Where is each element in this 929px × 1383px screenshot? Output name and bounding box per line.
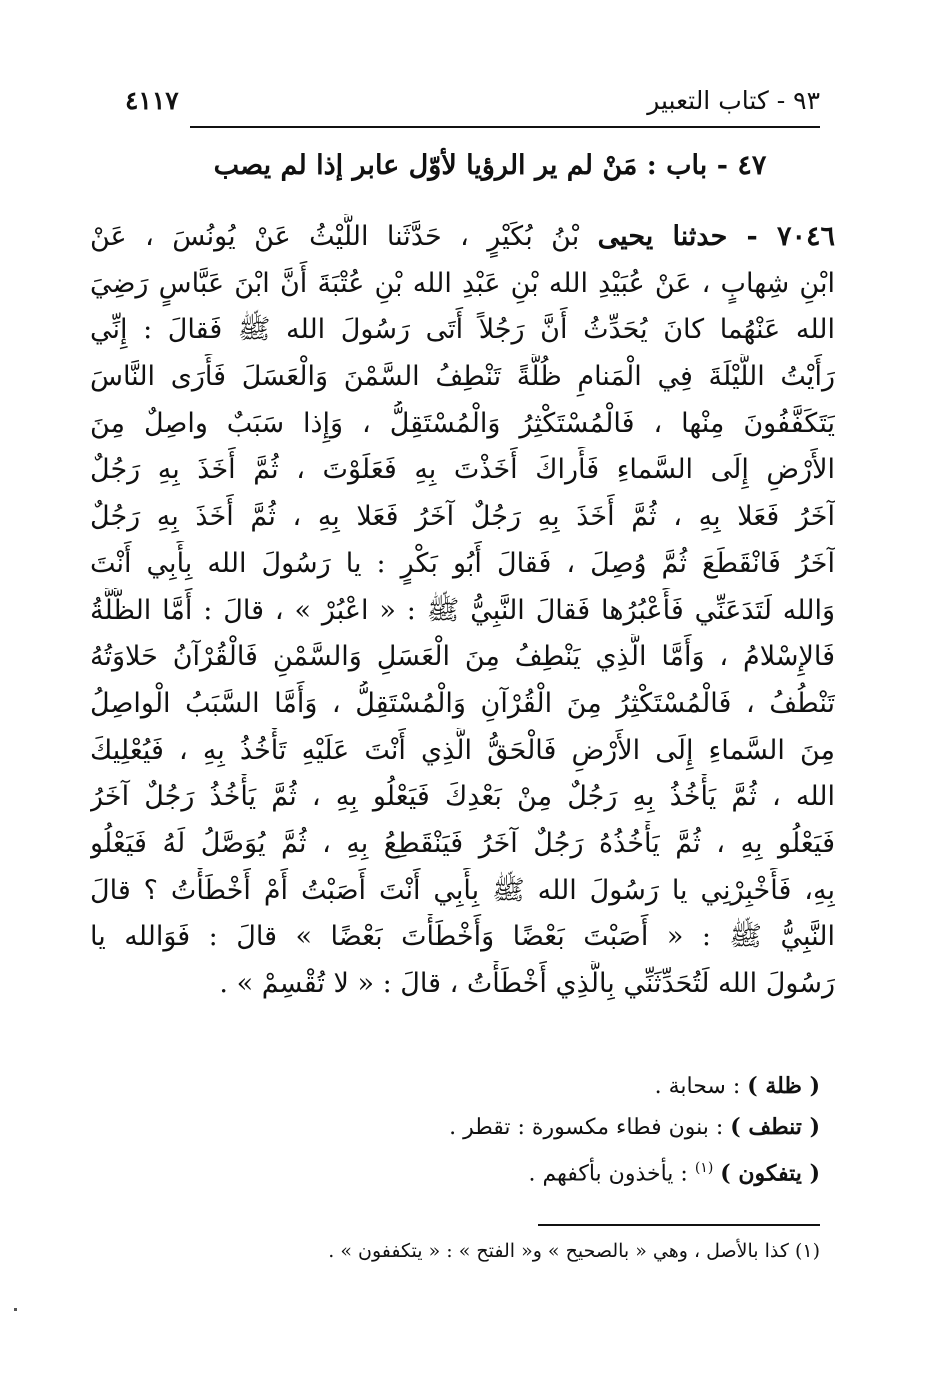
- hadith-line: النَّبِيُّ ﷺ : « أَصَبْتَ بَعْضًا وَأَخْطَأْتَ بَعْضًا » قالَ : فَوَالله يا: [90, 921, 835, 953]
- page-number: ٤١١٧: [125, 86, 179, 115]
- header-rule: [190, 126, 820, 128]
- hadith-line: فَيَعْلُو بِهِ ، ثُمَّ يَأْخُذُهُ رَجُلٌ آخَرُ فَيَنْقَطِعُ بِهِ ، ثُمَّ يُوَصَّلُ لَهُ فَيَعْلُو: [90, 827, 835, 859]
- glossary-term: ( تنطف ): [730, 1114, 820, 1140]
- glossary-entry: ( تنطف ) : بنون فطاء مكسورة : تقطر .: [449, 1114, 820, 1140]
- footnote-rule: [538, 1224, 820, 1226]
- hadith-line: ابْنِ شِهابٍ ، عَنْ عُبَيْدِ الله بْنِ عَبْدِ الله بْنِ عُتْبَةَ أَنَّ ابْنَ عَبَّاسٍ رَضِيَ: [90, 267, 835, 299]
- footnote-ref: (١): [694, 1160, 714, 1176]
- glossary-definition: بنون فطاء مكسورة : تقطر .: [449, 1115, 709, 1140]
- hadith-line: الله ، ثُمَّ يَأْخُذُ بِهِ رَجُلٌ مِنْ بَعْدِكَ فَيَعْلُو بِهِ ، ثُمَّ يَأْخُذُ رَجُلٌ آخَرُ: [90, 781, 835, 813]
- hadith-line: آخَرُ فَعَلا بِهِ ، ثُمَّ أَخَذَ بِهِ رَجُلٌ آخَرُ فَعَلا بِهِ ، ثُمَّ أَخَذَ بِهِ رَجُلٌ: [90, 501, 835, 533]
- hadith-line: رَأَيْتُ اللَّيْلَةَ فِي الْمَنامِ ظُلَّةً تَنْطِفُ السَّمْنَ وَالْعَسَلَ فَأَرَى النَّاسَ: [90, 361, 835, 393]
- footnote: (١) كذا بالأصل ، وهي « بالصحيح » و« الفتح » : « يتكففون » .: [328, 1240, 820, 1262]
- running-header: [125, 86, 820, 122]
- hadith-line: يَتَكَفَّفُونَ مِنْها ، فَالْمُسْتَكْثِرُ وَالْمُسْتَقِلُّ ، وَإِذا سَبَبٌ واصِلٌ مِنَ: [90, 407, 835, 439]
- glossary: [200, 1066, 820, 1189]
- hadith-line: وَالله لَتَدَعَنِّي فَأَعْبُرُها فَقالَ النَّبِيُّ ﷺ : « اعْبُرْ » ، قالَ : أَمَّا الظُّلَّةُ: [90, 594, 835, 626]
- chapter-title: ٩٣ - كتاب التعبير: [647, 86, 820, 115]
- hadith-line: الله عَنْهُما كانَ يُحَدِّثُ أَنَّ رَجُلاً أَتَى رَسُولَ الله ﷺ فَقالَ : إِنِّي: [90, 314, 835, 346]
- hadith-line: تَنْطُفُ ، فَالْمُسْتَكْثِرُ مِنَ الْقُرْآنِ وَالْمُسْتَقِلُّ ، وَأَمَّا السَّبَبُ الْواصِلُ: [90, 687, 835, 719]
- hadith-line: بِهِ، فَأَخْبِرْنِي يا رَسُولَ الله ﷺ بِأَبِي أَنْتَ أَصَبْتُ أَمْ أَخْطَأْتُ ؟ قالَ: [90, 874, 835, 906]
- hadith-line: فَالإِسْلامُ ، وَأَمَّا الَّذِي يَنْطِفُ مِنَ الْعَسَلِ وَالسَّمْنِ فَالْقُرْآنُ حَلاوَتُهُ: [90, 641, 835, 673]
- hadith-line: ٧٠٤٦ - حدثنا يحيى بْنُ بُكَيْرٍ ، حَدَّثَنا اللَّيْثُ عَنْ يُونُسَ ، عَنْ: [90, 221, 835, 252]
- hadith-line: رَسُولَ الله لَتُحَدِّثَنِّي بِالَّذِي أَخْطَأْتُ ، قالَ : « لا تُقْسِمْ » .: [219, 968, 835, 999]
- bab-heading: ٤٧ - باب : مَنْ لم ير الرؤيا لأوّل عابر إذا لم يصب: [213, 150, 767, 181]
- glossary-entry: ( يتفكون ) $^{(١)}$ : يأخذون بأكفهم .: [528, 1160, 820, 1187]
- glossary-term: ( يتفكون ): [720, 1160, 820, 1187]
- hadith-line: الأَرْضِ إِلَى السَّماءِ فَأَراكَ أَخَذْتَ بِهِ فَعَلَوْتَ ، ثُمَّ أَخَذَ بِهِ رَجُلٌ: [90, 454, 835, 486]
- glossary-entry: ( ظلة ) : سحابة .: [654, 1073, 820, 1099]
- hadith-line: مِنَ السَّماءِ إِلَى الأَرْضِ فَالْحَقُّ الَّذِي أَنْتَ عَلَيْهِ تَأْخُذُ بِهِ ، فَيُعْلِيكَ: [90, 734, 835, 766]
- hadith-number: ٧٠٤٦ - حدثنا يحيى: [597, 221, 835, 252]
- scan-speck: [14, 1308, 17, 1311]
- glossary-definition: يأخذون بأكفهم .: [528, 1161, 674, 1187]
- hadith-body: [90, 214, 835, 1008]
- hadith-line: آخَرُ فَانْقَطَعَ ثُمَّ وُصِلَ ، فَقالَ أَبُو بَكْرٍ : يا رَسُولَ الله بِأَبِي أَنْتَ: [90, 547, 835, 579]
- glossary-term: ( ظلة ): [747, 1073, 820, 1099]
- glossary-definition: سحابة .: [654, 1074, 726, 1099]
